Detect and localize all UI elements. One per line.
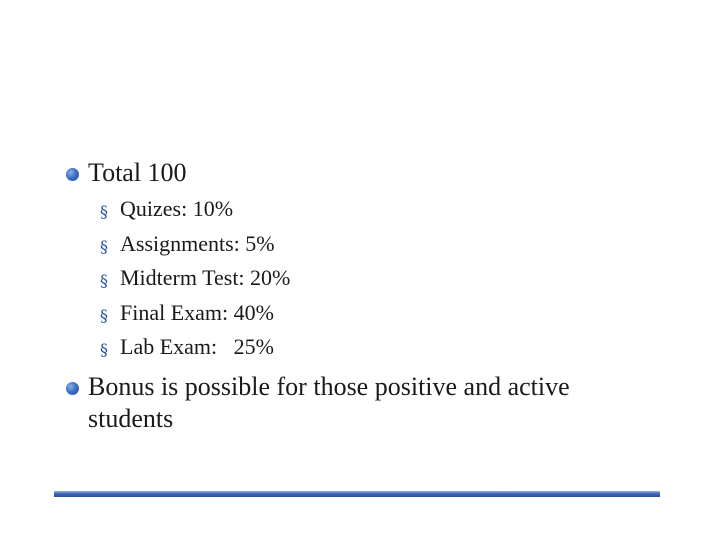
section-sign-icon: §: [100, 340, 108, 359]
list-item-text: Final Exam: 40%: [120, 299, 274, 325]
list-item-text: Quizes: 10%: [120, 196, 234, 221]
list-item-text: Midterm Test: 20%: [120, 265, 291, 290]
section-sign-icon: §: [100, 271, 108, 290]
section-sign-icon: §: [100, 305, 108, 325]
round-bullet-icon: [66, 382, 79, 395]
list-item-text: Assignments: 5%: [120, 230, 275, 256]
bullet-text: Total 100: [88, 158, 187, 187]
bullet-text: Bonus is possible for those positive and active students: [88, 372, 570, 433]
section-sign-icon: §: [100, 202, 108, 221]
round-bullet-icon: [66, 168, 79, 181]
section-sign-icon: §: [100, 236, 108, 256]
footer-divider: [54, 491, 660, 497]
list-item-text: Lab Exam: 25%: [120, 334, 274, 359]
